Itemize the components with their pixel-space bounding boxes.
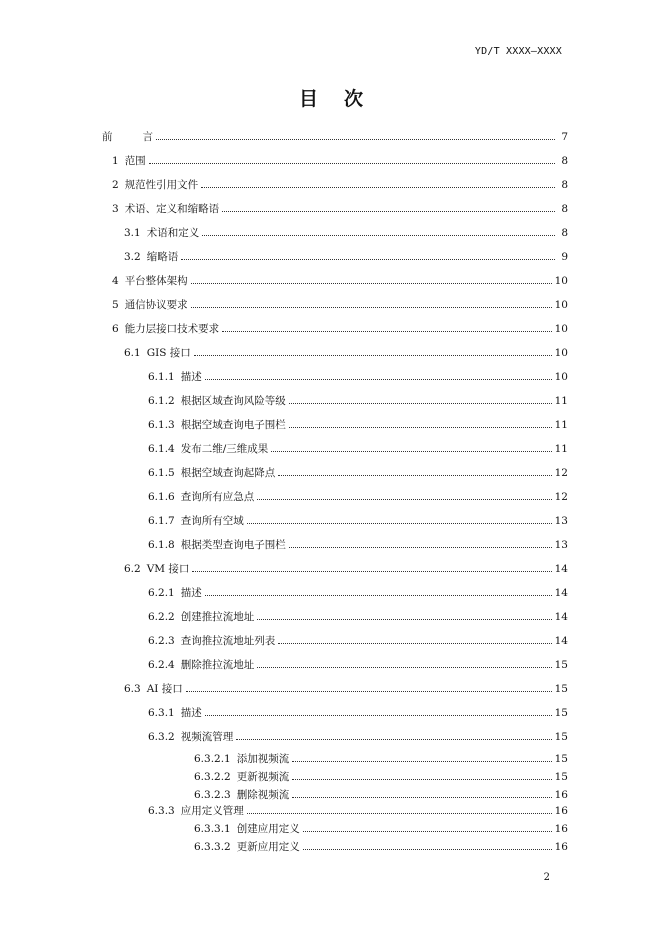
toc-entry-page: 12 bbox=[554, 491, 568, 503]
toc-entry-label: 创建推拉流地址 bbox=[180, 611, 255, 623]
toc-leader-dots bbox=[271, 451, 551, 452]
toc-entry-label: AI 接口 bbox=[146, 683, 183, 695]
toc-entry-number: 6.3.2.1 bbox=[194, 753, 231, 765]
toc-leader-dots bbox=[186, 691, 552, 692]
toc-entry[interactable] bbox=[148, 394, 568, 408]
toc-entry-page: 15 bbox=[554, 707, 568, 719]
toc-entry[interactable] bbox=[148, 730, 568, 744]
toc-leader-dots bbox=[191, 283, 552, 284]
toc-entry-page: 15 bbox=[554, 659, 568, 671]
toc-entry-page: 14 bbox=[554, 587, 568, 599]
toc-title-left: 目 bbox=[298, 88, 318, 110]
toc-leader-dots bbox=[257, 619, 551, 620]
toc-leader-dots bbox=[192, 571, 551, 572]
toc-entry-label: 根据类型查询电子围栏 bbox=[180, 539, 286, 551]
toc-leader-dots bbox=[247, 523, 552, 524]
toc-entry-label: VM 接口 bbox=[146, 563, 190, 575]
toc-entry[interactable] bbox=[148, 634, 568, 648]
toc-entry-page: 15 bbox=[554, 771, 568, 783]
toc-leader-dots bbox=[247, 813, 552, 814]
toc-entry-number: 6.2 bbox=[124, 563, 141, 575]
toc-entry-page: 10 bbox=[554, 275, 568, 287]
toc-entry[interactable] bbox=[148, 658, 568, 672]
toc-entry-label: 能力层接口技术要求 bbox=[124, 323, 220, 335]
toc-entry-label: 根据空域查询电子围栏 bbox=[180, 419, 286, 431]
toc-entry-number: 6 bbox=[112, 323, 119, 335]
page-number: 2 bbox=[543, 872, 550, 883]
toc-entry[interactable] bbox=[194, 788, 568, 802]
toc-entry-label: 删除推拉流地址 bbox=[180, 659, 255, 671]
toc-entry-page: 14 bbox=[554, 611, 568, 623]
toc-entry-number: 6.3.1 bbox=[148, 707, 175, 719]
toc-entry[interactable] bbox=[194, 822, 568, 836]
toc-entry-page: 16 bbox=[554, 823, 568, 835]
toc-entry[interactable] bbox=[148, 538, 568, 552]
toc-entry-page: 9 bbox=[561, 251, 568, 263]
toc-entry-label: 通信协议要求 bbox=[124, 299, 188, 311]
toc-leader-dots bbox=[303, 831, 552, 832]
toc-leader-dots bbox=[149, 163, 555, 164]
toc-leader-dots bbox=[191, 307, 552, 308]
toc-entry-page: 16 bbox=[554, 841, 568, 853]
toc-entry-number: 4 bbox=[112, 275, 119, 287]
toc-entry-label: 根据空域查询起降点 bbox=[180, 467, 276, 479]
toc-entry-label: 描述 bbox=[180, 707, 202, 719]
toc-entry-number: 6.1.3 bbox=[148, 419, 175, 431]
toc-entry-page: 16 bbox=[554, 789, 568, 801]
toc-entry-page: 11 bbox=[554, 443, 568, 455]
toc-entry-label: 缩略语 bbox=[146, 251, 179, 263]
toc-entry-number: 6.1.6 bbox=[148, 491, 175, 503]
toc-entry-label: 平台整体架构 bbox=[124, 275, 188, 287]
toc-entry-label: 范围 bbox=[124, 155, 146, 167]
toc-entry[interactable] bbox=[148, 706, 568, 720]
toc-entry[interactable] bbox=[112, 154, 568, 168]
toc-entry-page: 15 bbox=[554, 753, 568, 765]
toc-entry-number: 6.3.3.2 bbox=[194, 841, 231, 853]
toc-leader-dots bbox=[194, 355, 552, 356]
toc-entry-page: 8 bbox=[561, 227, 568, 239]
toc-entry[interactable] bbox=[148, 804, 568, 818]
toc-entry[interactable] bbox=[124, 226, 568, 240]
toc-entry[interactable] bbox=[124, 250, 568, 264]
toc-entry[interactable] bbox=[112, 178, 568, 192]
toc-entry-number: 2 bbox=[112, 179, 119, 191]
toc-entry-label: 创建应用定义 bbox=[236, 823, 300, 835]
toc-entry-page: 15 bbox=[554, 731, 568, 743]
toc-entry-page: 12 bbox=[554, 467, 568, 479]
toc-entry-label: 术语、定义和缩略语 bbox=[124, 203, 220, 215]
toc-entry[interactable] bbox=[148, 466, 568, 480]
toc-leader-dots bbox=[257, 499, 551, 500]
toc-entry-number: 6.2.3 bbox=[148, 635, 175, 647]
toc-entry[interactable] bbox=[124, 682, 568, 696]
toc-entry[interactable] bbox=[148, 370, 568, 384]
toc-entry-label: 描述 bbox=[180, 371, 202, 383]
toc-leader-dots bbox=[292, 797, 551, 798]
toc-entry-number: 6.3 bbox=[124, 683, 141, 695]
toc-leader-dots bbox=[289, 403, 552, 404]
toc-leader-dots bbox=[201, 187, 555, 188]
toc-entry-number: 6.3.2.2 bbox=[194, 771, 231, 783]
toc-entry-label: 查询推拉流地址列表 bbox=[180, 635, 276, 647]
toc-entry-label: 应用定义管理 bbox=[180, 805, 244, 817]
toc-entry-label: 术语和定义 bbox=[146, 227, 200, 239]
toc-entry-number: 前 bbox=[102, 131, 113, 143]
toc-entry-page: 13 bbox=[554, 539, 568, 551]
toc-entry-number: 5 bbox=[112, 299, 119, 311]
header-document-code: YD/T XXXX—XXXX bbox=[474, 46, 562, 57]
toc-entry-number: 6.3.3.1 bbox=[194, 823, 231, 835]
toc-leader-dots bbox=[236, 739, 551, 740]
toc-leader-dots bbox=[222, 331, 551, 332]
toc-leader-dots bbox=[205, 595, 552, 596]
toc-entry[interactable] bbox=[112, 202, 568, 216]
toc-leader-dots bbox=[278, 643, 551, 644]
toc-entry-label: 规范性引用文件 bbox=[124, 179, 199, 191]
toc-entry[interactable] bbox=[148, 586, 568, 600]
toc-entry-number: 6.1.1 bbox=[148, 371, 175, 383]
toc-entry-label: 视频流管理 bbox=[180, 731, 234, 743]
toc-entry-label: 根据区域查询风险等级 bbox=[180, 395, 286, 407]
toc-entry-page: 14 bbox=[554, 563, 568, 575]
toc-entry-label: 更新视频流 bbox=[236, 771, 290, 783]
toc-entry-number: 6.2.2 bbox=[148, 611, 175, 623]
toc-entry-label: 查询所有应急点 bbox=[180, 491, 255, 503]
toc-leader-dots bbox=[292, 779, 551, 780]
toc-entry[interactable] bbox=[124, 346, 568, 360]
toc-leader-dots bbox=[205, 715, 552, 716]
toc-entry-number: 6.3.2 bbox=[148, 731, 175, 743]
toc-entry-page: 10 bbox=[554, 323, 568, 335]
toc-entry[interactable] bbox=[112, 274, 568, 288]
toc-entry[interactable] bbox=[194, 752, 568, 766]
toc-entry-label: 言 bbox=[142, 131, 153, 143]
toc-entry-number: 6.3.2.3 bbox=[194, 789, 231, 801]
toc-leader-dots bbox=[205, 379, 552, 380]
toc-entry-label: 添加视频流 bbox=[236, 753, 290, 765]
toc-entry[interactable] bbox=[112, 298, 568, 312]
toc-entry-page: 8 bbox=[561, 179, 568, 191]
toc-leader-dots bbox=[303, 849, 552, 850]
toc-entry[interactable] bbox=[102, 130, 568, 144]
toc-entry-number: 6.1.4 bbox=[148, 443, 175, 455]
toc-entry[interactable] bbox=[148, 442, 568, 456]
toc-entry-number: 6.1.7 bbox=[148, 515, 175, 527]
toc-entry-number: 6.1.2 bbox=[148, 395, 175, 407]
toc-entry-page: 10 bbox=[554, 299, 568, 311]
toc-entry-page: 10 bbox=[554, 347, 568, 359]
toc-entry-page: 13 bbox=[554, 515, 568, 527]
toc-entry[interactable] bbox=[194, 840, 568, 854]
toc-entry-number: 6.3.3 bbox=[148, 805, 175, 817]
toc-entry-number: 1 bbox=[112, 155, 119, 167]
toc-leader-dots bbox=[156, 139, 555, 140]
toc-entry[interactable] bbox=[194, 770, 568, 784]
toc-leader-dots bbox=[278, 475, 551, 476]
toc-entry-number: 6.2.4 bbox=[148, 659, 175, 671]
toc-entry-number: 3.2 bbox=[124, 251, 141, 263]
toc-entry-label: GIS 接口 bbox=[146, 347, 191, 359]
toc-entry-label: 描述 bbox=[180, 587, 202, 599]
toc-leader-dots bbox=[181, 259, 555, 260]
toc-leader-dots bbox=[222, 211, 555, 212]
toc-title-right: 次 bbox=[344, 88, 364, 110]
toc-leader-dots bbox=[292, 761, 551, 762]
toc-entry-number: 6.2.1 bbox=[148, 587, 175, 599]
toc-entry-label: 查询所有空域 bbox=[180, 515, 244, 527]
toc-leader-dots bbox=[289, 547, 552, 548]
toc-entry-page: 11 bbox=[554, 395, 568, 407]
toc-entry-page: 8 bbox=[561, 203, 568, 215]
toc-entry-number: 3.1 bbox=[124, 227, 141, 239]
toc-entry-page: 8 bbox=[561, 155, 568, 167]
toc-entry-label: 删除视频流 bbox=[236, 789, 290, 801]
toc-entry[interactable] bbox=[148, 610, 568, 624]
toc-entry-number: 3 bbox=[112, 203, 119, 215]
toc-entry-page: 15 bbox=[554, 683, 568, 695]
toc-entry-number: 6.1.5 bbox=[148, 467, 175, 479]
toc-entry-number: 6.1.8 bbox=[148, 539, 175, 551]
toc-entry[interactable] bbox=[148, 514, 568, 528]
toc-entry-label: 发布二维/三维成果 bbox=[180, 443, 269, 455]
toc-entry-page: 7 bbox=[561, 131, 568, 143]
toc-entry-page: 16 bbox=[554, 805, 568, 817]
toc-entry-page: 10 bbox=[554, 371, 568, 383]
toc-entry-page: 14 bbox=[554, 635, 568, 647]
toc-entry-page: 11 bbox=[554, 419, 568, 431]
toc-entry[interactable] bbox=[148, 418, 568, 432]
toc-leader-dots bbox=[257, 667, 551, 668]
toc-entry-label: 更新应用定义 bbox=[236, 841, 300, 853]
toc-entry[interactable] bbox=[148, 490, 568, 504]
toc-entry[interactable] bbox=[112, 322, 568, 336]
toc-leader-dots bbox=[202, 235, 555, 236]
toc-entry[interactable] bbox=[124, 562, 568, 576]
toc-leader-dots bbox=[289, 427, 552, 428]
toc-entry-number: 6.1 bbox=[124, 347, 141, 359]
